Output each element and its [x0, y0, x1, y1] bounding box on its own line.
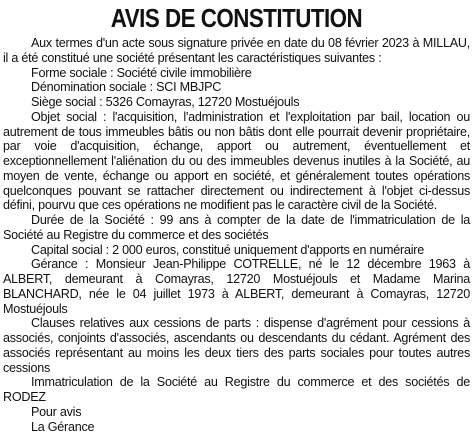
forme-sociale: Forme sociale : Société civile immobilière [3, 66, 470, 81]
duree-paragraph: Durée de la Société : 99 ans à compter de la date de l'immatriculation de la Société au Registre du commerce et des sociétés [3, 213, 470, 243]
notice-title: AVIS DE CONSTITUTION [36, 3, 438, 33]
notice-body [3, 36, 470, 434]
clauses-paragraph: Clauses relatives aux cessions de parts : dispense d'agrément pour cessions à associés, conjoints d'associés, ascendants ou descendants du cédant. Agrément des associés représentant au moins les deux tiers des parts sociales pour toutes autres cessions [3, 316, 470, 375]
siege-social: Siège social : 5326 Comayras, 12720 Mostuéjouls [3, 95, 470, 110]
gerance-paragraph: Gérance : Monsieur Jean-Philippe COTRELLE, né le 12 décembre 1963 à ALBERT, demeurant à Comayras, 12720 Mostuéjouls et Madame Marina BLANCHARD, née le 04 juillet 1973 à ALBERT, demeurant à Comayras, 12720 Mostuéjouls [3, 257, 470, 316]
immatriculation-paragraph: Immatriculation de la Société au Registre du commerce et des sociétés de RODEZ [3, 375, 470, 405]
objet-social-paragraph: Objet social : l'acquisition, l'administration et l'exploitation par bail, location ou autrement de tous immeubles bâtis ou non bâtis dont elle pourrait devenir propriétaire, par voie d'acquisition, échange, apport ou autrement, éventuellement et exceptionnellement l'aliénation du ou des immeubles devenus inutiles à la Société, au moyen de vente, échange ou apport en société, et généralement toutes opérations quelconques pouvant se rattacher directement ou indirectement à l'objet ci-dessus défini, pourvu que ces opérations ne modifient pas le caractère civil de la Société. [3, 110, 470, 213]
signature: La Gérance [3, 420, 470, 434]
pour-avis: Pour avis [3, 405, 470, 420]
intro-paragraph: Aux termes d'un acte sous signature privée en date du 08 février 2023 à MILLAU, il a été constitué une société présentant les caractéristiques suivantes : [3, 36, 470, 66]
legal-notice [3, 0, 470, 434]
denomination-sociale: Dénomination sociale : SCI MBJPC [3, 80, 470, 95]
capital-social: Capital social : 2 000 euros, constitué uniquement d'apports en numéraire [3, 243, 470, 258]
